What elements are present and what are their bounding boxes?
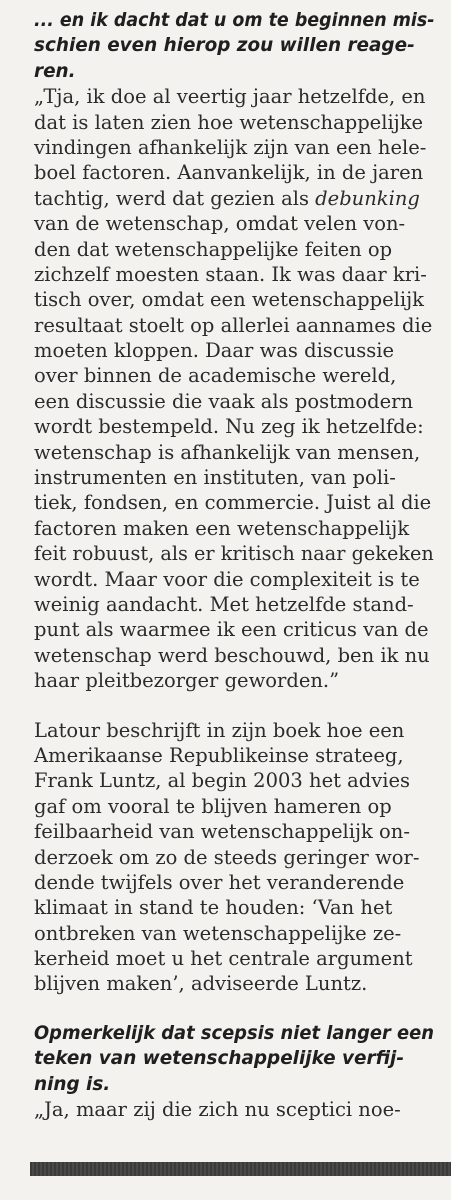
text-line: over binnen de academische wereld, [34, 364, 397, 388]
text-line: Opmerkelijk dat scepsis niet langer een [34, 1022, 434, 1044]
text-line: zichzelf moesten staan. Ik was daar kri- [34, 262, 427, 286]
text-line: blijven maken’, adviseerde Luntz. [34, 972, 368, 996]
answer-2 [34, 1097, 434, 1122]
question-1 [34, 8, 434, 84]
text-line: kerheid moet u het centrale argument [34, 947, 413, 971]
text-line: teken van wetenschappelijke verfij- [34, 1048, 404, 1070]
text-line: wetenschap is afhankelijk van mensen, [34, 440, 421, 464]
text-line: ren. [34, 60, 76, 82]
question-2 [34, 1021, 434, 1097]
text-line: resultaat stoelt op allerlei aannames die [34, 313, 433, 337]
text-line: schien even hierop zou willen reage- [34, 35, 415, 57]
text-line: tisch over, omdat een wetenschappelijk [34, 288, 424, 312]
text-segment: tachtig, werd dat gezien als [34, 186, 316, 210]
text-line: feit robuust, als er kritisch naar gekeken [34, 542, 434, 566]
text-line: haar pleitbezorger geworden.” [34, 669, 340, 693]
text-line [34, 186, 434, 211]
text-line: Frank Luntz, al begin 2003 het advies [34, 769, 411, 793]
italic-term: debunking [315, 186, 420, 210]
article-column [34, 8, 434, 1122]
text-line: van de wetenschap, omdat velen von- [34, 212, 406, 236]
text-line: dende twijfels over het veranderende [34, 870, 405, 894]
text-line: ontbreken van wetenschappelijke ze- [34, 921, 402, 945]
text-line: derzoek om zo de steeds geringer wor- [34, 845, 420, 869]
text-line: dat is laten zien hoe wetenschappelijke [34, 110, 424, 134]
text-line: punt als waarmee ik een criticus van de [34, 618, 429, 642]
text-line: ning is. [34, 1073, 111, 1095]
text-line: wetenschap werd beschouwd, ben ik nu [34, 643, 430, 667]
text-line: vindingen afhankelijk zijn van een hele- [34, 135, 427, 159]
text-line: Amerikaanse Republikeinse strateeg, [34, 743, 404, 767]
paragraph-spacer [34, 694, 434, 718]
paragraph-2 [34, 718, 434, 997]
text-line: een discussie die vaak als postmodern [34, 389, 414, 413]
text-line: den dat wetenschappelijke feiten op [34, 237, 393, 261]
answer-1 [34, 84, 434, 693]
text-line: „Tja, ik doe al veertig jaar hetzelfde, en [34, 85, 426, 109]
text-line: Latour beschrijft in zijn boek hoe een [34, 718, 405, 742]
text-line: factoren maken een wetenschappelijk [34, 516, 410, 540]
text-line: gaf om vooral te blijven hameren op [34, 794, 392, 818]
text-line: feilbaarheid van wetenschappelijk on- [34, 820, 410, 844]
text-line: wordt bestempeld. Nu zeg ik hetzelfde: [34, 415, 424, 439]
text-line: weinig aandacht. Met hetzelfde stand- [34, 592, 414, 616]
page-footer-rule [30, 1162, 451, 1176]
text-line: „Ja, maar zij die zich nu sceptici noe- [34, 1098, 401, 1122]
text-line: instrumenten en instituten, van poli- [34, 466, 396, 490]
text-line: moeten kloppen. Daar was discussie [34, 339, 395, 363]
text-line: wordt. Maar voor die complexiteit is te [34, 567, 420, 591]
text-line: ... en ik dacht dat u om te beginnen mis- [34, 10, 435, 31]
text-line: tiek, fondsen, en commercie. Juist al die [34, 491, 432, 515]
paragraph-spacer [34, 997, 434, 1021]
text-line: boel factoren. Aanvankelijk, in de jaren [34, 161, 424, 185]
text-line: klimaat in stand te houden: ‘Van het [34, 896, 393, 920]
